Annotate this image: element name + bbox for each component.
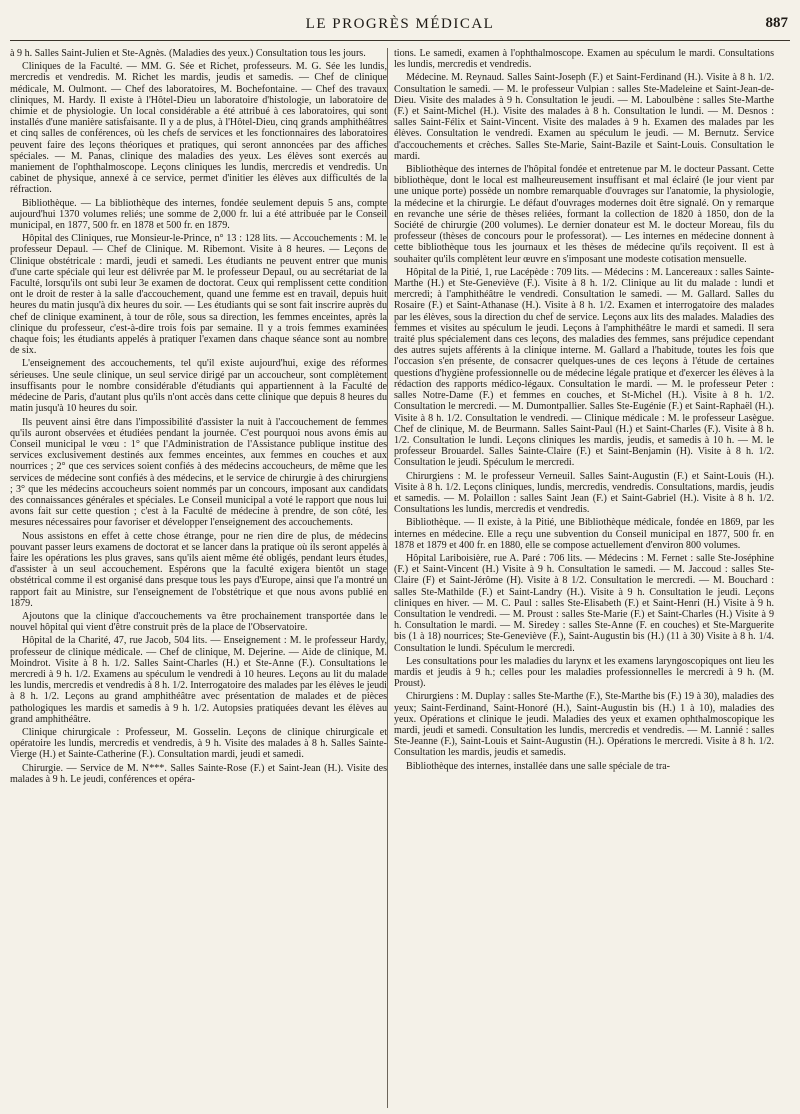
- paragraph: Bibliothèque des internes, installée dans une salle spéciale de tra-: [406, 760, 671, 772]
- paragraph: Cliniques de la Faculté. — MM. G. Sée et Richet, professeurs. M. G. Sée les lundis, mercredis et vendredis. M. Richet les mardis, jeudis et samedis. — Chef de clinique médicale, M. Oulmont. — Chef des laboratoires, M. Bochefontaine. — Chef des travaux cliniques, M. Hardy. Il existe à l'Hôtel-Dieu un laboratoire d'histologie, un laboratoire de chimie et de physiologie. Un local considérable a été attribué à ces laboratoires, qui sont installés d'une manière satisfaisante. Il y a de plus, à l'Hôtel-Dieu, cinq grands amphithéâtres et cinq salles de conférences, où les chefs de services et les fonctionnaires des laboratoires peuvent faire des leçons théoriques et pratiques, qui seront annoncées par des affiches spéciales. — M. Panas, clinique des maladies des yeux. Les élèves sont exercés au maniement de l'ophthalmoscope. Leçons cliniques les lundis, mercredis et vendredis. Un cabinet de physique, annexé à ce service, permet d'initier les élèves aux difficultés de la réfraction.: [10, 61, 387, 196]
- paragraph: Hôpital Lariboisière, rue A. Paré : 706 lits. — Médecins : M. Fernet : salle Ste-Joséphine (F.) et Saint-Vincent (H.) Visite à 9 h. Consultation le samedi. — M. Jaccoud : salles Ste-Claire (F) et Saint-Jérôme (H). Visite à 8 1/2. Consultation le mercredi. — M. Bouchard : salles Ste-Mathilde (F.) et Saint-Landry (H.). Visite à 9 h. Consultation le jeudi. Leçons cliniques en hiver. — M. C. Paul : salles Ste-Elisabeth (F.) et Saint-Henri (H.) Visite à 9 h. Consultation le vendredi. — M. Proust : salles Ste-Marie (F.) et Saint-Charles (H.) Visite à 9 h. Consultation le mardi. — M. Siredey : salles Ste-Anne (F. en couches) et Ste-Marguerite bis (1 à 18) nourrices; Ste-Geneviève (F.), Saint-Augustin bis (H.) (11 à 30) Visite à 8 h. 1/4. Consultation le lundi. Spéculum le mercredi.: [394, 552, 774, 654]
- paragraph: Chirurgiens : M. Duplay : salles Ste-Marthe (F.), Ste-Marthe bis (F.) 19 à 30), maladies des yeux; Saint-Ferdinand, Saint-Honoré (H.), Saint-Augustin bis (H.) 1 à 10), maladies des yeux. Opérations et clinique le jeudi. Maladies des yeux et examen ophthalmoscopique les mardi, jeudi et samedi. Consultation les lundis, mercredis et vendredis. — M. Lannié : salles Ste-Jeanne (F.), Saint-Louis et Saint-Augustin (H.). Opérations le mercredi. Visite à 8 h. 1/2. Consultation les mardis, jeudis et samedis.: [394, 691, 774, 759]
- paragraph: Chirurgiens : M. le professeur Verneuil. Salles Saint-Augustin (F.) et Saint-Louis (H.). Visite à 8 h. 1/2. Leçons cliniques, lundis, mercredis, vendredis. Consultations, mardis, jeudis et samedis. — M. Polaillon : salles Saint Jean (F.) et Saint-Gabriel (H.). Visite à 8 h. 1/2. Consultations les lundis, mercredis et vendredis.: [394, 470, 774, 516]
- paragraph: Ils peuvent ainsi être dans l'impossibilité d'assister la nuit à l'accouchement de femmes qu'ils auront observées et étudiées pendant la journée. C'est pourquoi nous avons émis au Conseil municipal le vœu : 1° que l'Administration de l'Assistance publique institue des services exclusivement destinés aux femmes enceintes, aux femmes en couches et aux nourrices ; 2° que ces services soient confiés à des médecins accoucheurs, de même que les services de médecine sont confiés à des médecins, et le service de chirurgie à des chirurgiens ; 3° que les médecins accoucheurs soient nommés par un concours, imposant aux candidats des connaissances générales et spéciales. Le Conseil municipal a voté le rapport que nous lui avons fait sur cette question ; c'est à la Faculté de médecine à prendre, de son côté, les mesures nécessaires pour favoriser et développer l'enseignement des accouchements.: [10, 416, 387, 529]
- running-header: [10, 14, 790, 41]
- right-column: [394, 48, 774, 1108]
- journal-title: LE PROGRÈS MÉDICAL: [305, 16, 495, 32]
- paragraph: Clinique chirurgicale : Professeur, M. Gosselin. Leçons de clinique chirurgicale et opératoire les lundis, mercredis et vendredis, à 9 h. Visite des malades à 8 h. Salles Sainte-Vierge (H.) et Sainte-Catherine (F.). Consultation mardi, jeudi et samedi.: [10, 726, 387, 761]
- paragraph: Nous assistons en effet à cette chose étrange, pour ne rien dire de plus, de médecins pouvant passer leurs examens de doctorat et se lancer dans la pratique où ils seront appelés à faire les opérations les plus graves, sans qu'ils aient même été obligés, pendant leurs études, d'assister à un seul accouchement. Espérons que la faculté exigera bientôt un stage obstétrical comme il est organisé dans presque tous les pays d'Europe, ainsi que l'a montré un rapport fait au Ministre, sur l'enseignement de l'obstétrique et que nous avons publié en 1879.: [10, 530, 387, 609]
- paragraph: Hôpital de la Charité, 47, rue Jacob, 504 lits. — Enseignement : M. le professeur Hardy, professeur de clinique médicale. — Chef de clinique, M. Dejerine. — Aide de clinique, M. Moindrot. Visite à 8 h. 1/2. Salles Saint-Charles (H.) et Ste-Anne (F.). Consultations le mercredi à 9 h. 1/2. Examens au spéculum le vendredi à 10 heures. Leçons au lit du malade les lundis, mercredis et vendredis à 8 h. 1/2. Interrogatoire des malades par les élèves le jeudi à 8 h. 1/2. Leçons au grand amphithéâtre avec présentation de malades et de pièces pathologiques les mardis et samedis à 9 h. 1/2. Autopsies pratiquées devant les élèves au grand amphithéâtre.: [10, 635, 387, 725]
- left-column: [10, 48, 387, 1108]
- paragraph: Bibliothèque. — Il existe, à la Pitié, une Bibliothèque médicale, fondée en 1869, par les internes en médecine. Elle a reçu une subvention du Conseil municipal en 1877, 500 fr. en 1878 et 1879 et 400 fr. en 1880, elle se compose actuellement d'environ 800 volumes.: [394, 517, 774, 551]
- paragraph: Ajoutons que la clinique d'accouchements va être prochainement transportée dans le nouvel hôpital qui vient d'être construit près de la place de l'Observatoire.: [10, 610, 387, 634]
- page-number: 887: [765, 15, 788, 31]
- paragraph: Bibliothèque des internes de l'hôpital fondée et entretenue par M. le docteur Passant. Cette bibliothèque, dont le local est malheureusement insuffisant et mal éclairé (le jour vient par une unique porte) possède un nombre remarquable d'ouvrages sur l'anatomie, la physiologie, la médecine et la chirurgie. Le défaut d'ouvrages modernes doit être signalé. On y remarque en revanche une série de thèses reliées, formant la collection de 1820 à 1850, don de la Société de chirurgie (200 volumes). Le dernier donateur est M. le docteur Moreau, fils du professeur (thèses de concours pour le professorat). — Les internes en médecine donnent à cette bibliothèque tous les journaux et les thèses de médecine qu'ils reçoivent. Il est à souhaiter qu'ils complètent leur œuvre en s'imposant une modeste cotisation mensuelle.: [394, 164, 774, 265]
- paragraph: à 9 h. Salles Saint-Julien et Ste-Agnès. (Maladies des yeux.) Consultation tous les jours.: [10, 48, 366, 59]
- column-divider: [387, 48, 388, 1108]
- paragraph: Les consultations pour les maladies du larynx et les examens laryngoscopiques ont lieu les mardis et jeudis à 9 h.; celles pour les maladies professionnelles le mercredi à 9 h. (M. Proust).: [394, 655, 774, 690]
- paragraph: Hôpital de la Pitié, 1, rue Lacépède : 709 lits. — Médecins : M. Lancereaux : salles Sainte-Marthe (H.) et Ste-Geneviève (F.). Visite à 8 h. 1/2. Clinique au lit du malade : lundi et mercredi; à l'amphithéâtre le vendredi. Consultation le samedi. — M. Gallard. Salles du Rosaire (F.) et Saint-Athanase (H.). Visite à 8 h. 1/2. Examen et interrogatoire des malades par les élèves, sous la direction du chef de service. Leçons aux lits des malades. Maladies des femmes et visites au spéculum le jeudi. Leçons à l'amphithéâtre le mardi et samedi. Il sera traité plus spécialement dans ces leçons, des maladies des femmes, sans préjudice cependant des autres sujets afférents à la clinique interne. M. Gallard a l'habitude, toutes les fois que l'occasion s'en présente, de consacrer quelques-unes de ces leçons à l'étude de certaines questions d'hygiène professionnelle ou de médecine légale pratique et d'exercer les élèves à la rédaction des rapports médico-légaux. Consultation le mardi. — M. le professeur Peter : salles Notre-Dame (F.) et femmes en couches, et St-Michel (H.). Visite à 8 h. 1/2. Consultation le mercredi. — M. Dumontpallier. Salles Ste-Eugénie (F.) et Saint-Raphaël (H.). Visite à 8 h. 1/2. Consultation le vendredi. — Clinique médicale : M. le professeur Lasègue. Chef de clinique, M. de Beurmann. Salles Saint-Paul (H.) et Saint-Charles (F.). Visite à 8 h. 1/2. Consultation le lundi. Leçons cliniques les mardis, jeudis, et samedis à 10 h. — M. le professeur Brouardel. Salles Sainte-Claire (F.) et Saint-Benjamin (H). Visite à 8 h. 1/2. Consultation le jeudi. Spéculum le mercredi.: [394, 266, 774, 469]
- paragraph: L'enseignement des accouchements, tel qu'il existe aujourd'hui, exige des réformes sérieuses. Une seule clinique, un seul service dirigé par un accoucheur, sont complètement insuffisants pour le nombre considérable d'étudiants qui appartiennent à la Faculté de médecine de Paris, d'autant plus qu'ils n'ont accès dans cette clinique que depuis 8 heures du matin jusqu'à 10 heures du soir.: [10, 358, 387, 415]
- paragraph: Bibliothèque. — La bibliothèque des internes, fondée seulement depuis 5 ans, compte aujourd'hui 1370 volumes reliés; une somme de 2,000 fr. lui a été attribuée par le Conseil municipal, en 1877, 500 fr. en 1878 et 500 fr. en 1879.: [10, 197, 387, 232]
- paragraph: tions. Le samedi, examen à l'ophthalmoscope. Examen au spéculum le mardi. Consultations les lundis, mercredis et vendredis.: [394, 48, 774, 71]
- paragraph: Hôpital des Cliniques, rue Monsieur-le-Prince, n° 13 : 128 lits. — Accouchements : M. le professeur Depaul. — Chef de Clinique. M. Ribemont. Visite à 8 heures. — Leçons de Clinique obstétricale : mardi, jeudi et samedi. Les étudiants ne peuvent entrer que munis d'une carte spéciale qui leur est délivrée par M. le professeur Depaul, ou au secrétariat de la Faculté, lorsqu'ils ont subi leur 3e examen de doctorat. Ceux qui remplissent cette condition ont le droit de rester à la salle d'accouchement, quand une femme est en travail, depuis huit heures du matin jusqu'à dix heures du soir. — Les étudiants qui se sont fait inscrire auprès du chef de clinique examinent, à tour de rôle, sous sa direction, les femmes enceintes, après la clinique du professeur, c'est-à-dire trois fois par semaine. Il y a trois femmes examinées chaque fois; les étudiants appelés à pratiquer l'examen dans chaque séance sont au nombre de six.: [10, 233, 387, 357]
- paragraph: Médecine. M. Reynaud. Salles Saint-Joseph (F.) et Saint-Ferdinand (H.). Visite à 8 h. 1/2. Consultation le samedi. — M. le professeur Vulpian : salles Ste-Madeleine et Saint-Jean-de-Dieu. Visite des malades à 9 h. Consultation le jeudi. — M. Laboulbène : salles Ste-Marthe (F.) et Saint-Michel (H.). Visite des malades à 8 h. Consultation le lundi. — M. Desnos : salles Saint-Félix et Saint-Vincent. Visite des malades à 9 h. Examen des malades par les élèves. Consultation le vendredi. Examen au spéculum le jeudi. — M. Bernutz. Service d'accouchements et crèches. Salles Ste-Marie, Saint-Bazile et Saint-Louis. Consultation le mardi.: [394, 72, 774, 162]
- paragraph: Chirurgie. — Service de M. N***. Salles Sainte-Rose (F.) et Saint-Jean (H.). Visite des malades à 9 h. Le jeudi, conférences et opéra-: [10, 762, 387, 785]
